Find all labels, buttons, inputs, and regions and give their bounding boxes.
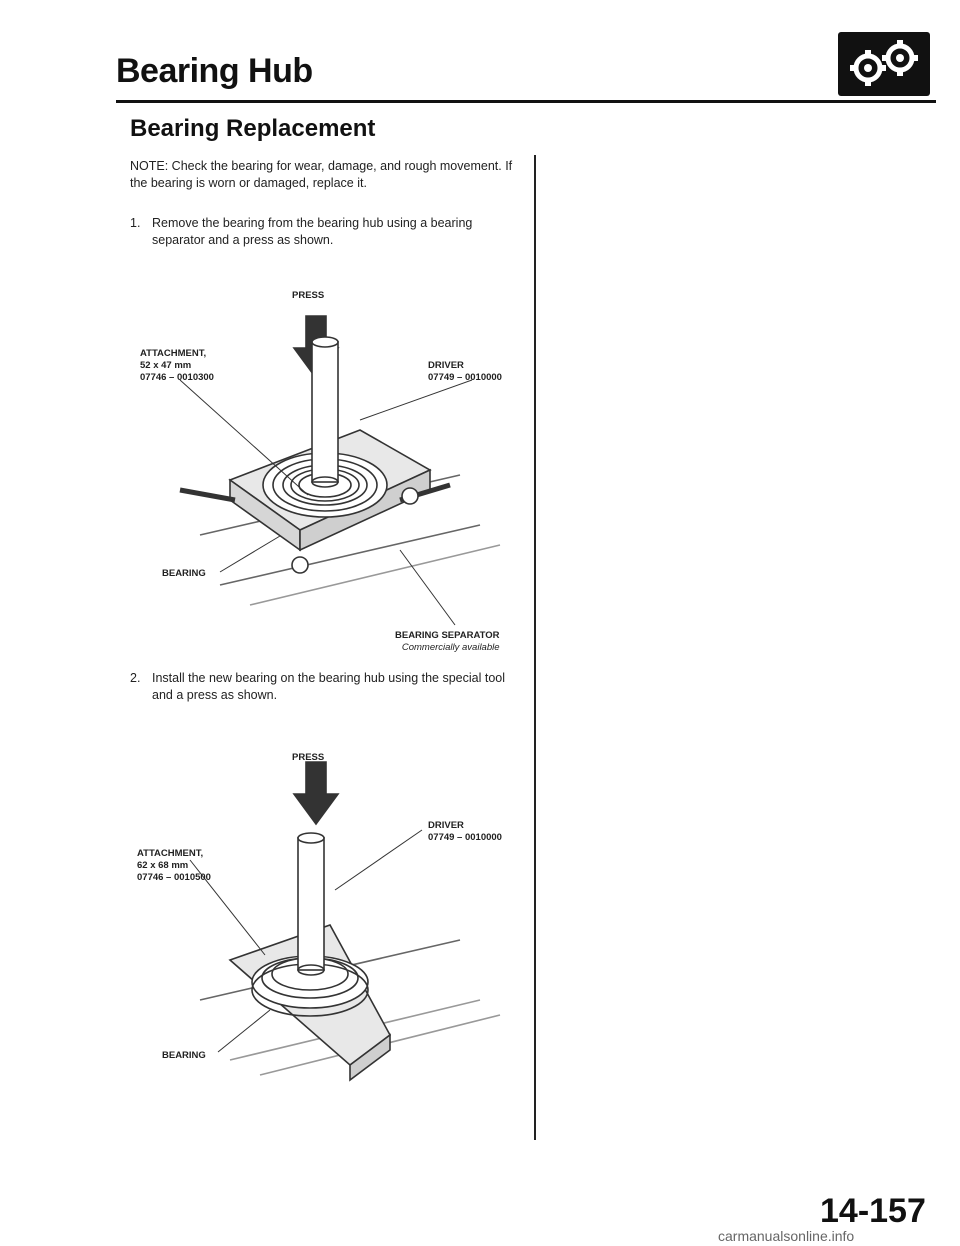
attachment-size: 62 x 68 mm [137,860,189,871]
page-title: Bearing Hub [116,52,313,90]
attachment-name: ATTACHMENT, [137,848,204,859]
step-text: Remove the bearing from the bearing hub using a bearing separator and a press as shown. [152,216,473,247]
driver-part-number: 07749 – 0010000 [428,832,502,843]
step-2 [130,670,515,704]
bearing-installation-illustration [160,760,530,1100]
attachment-label [140,348,214,384]
press-label: PRESS [292,290,325,301]
driver-label [428,360,502,384]
bearing-label: BEARING [162,1050,206,1061]
page-number: 14-157 [820,1192,926,1230]
attachment-name: ATTACHMENT, [140,348,207,359]
bearing-removal-illustration [160,300,530,640]
driver-label [428,820,502,844]
attachment-label [137,848,211,884]
press-label: PRESS [292,752,325,763]
section-title: Bearing Replacement [130,115,376,142]
bearing-separator-label [395,630,500,654]
attachment-part-number: 07746 – 0010500 [137,872,211,883]
step-number: 1. [130,216,141,230]
watermark-text: carmanualsonline.info [718,1228,855,1244]
step-text: Install the new bearing on the bearing hub using the special tool and a press as shown. [152,671,506,702]
driver-name: DRIVER [428,820,464,831]
driver-part-number: 07749 – 0010000 [428,372,502,383]
separator-name: BEARING SEPARATOR [395,630,500,641]
step-number: 2. [130,671,141,685]
step-1 [130,215,515,249]
gear-pair-icon [838,32,930,96]
attachment-size: 52 x 47 mm [140,360,192,371]
note-text: NOTE: Check the bearing for wear, damage, and rough movement. If the bearing is worn or damaged, replace it. [130,159,513,190]
column-divider [534,155,536,1140]
attachment-part-number: 07746 – 0010300 [140,372,214,383]
header-rule [116,100,936,103]
separator-note: Commercially available [401,642,500,653]
driver-name: DRIVER [428,360,464,371]
bearing-label: BEARING [162,568,206,579]
